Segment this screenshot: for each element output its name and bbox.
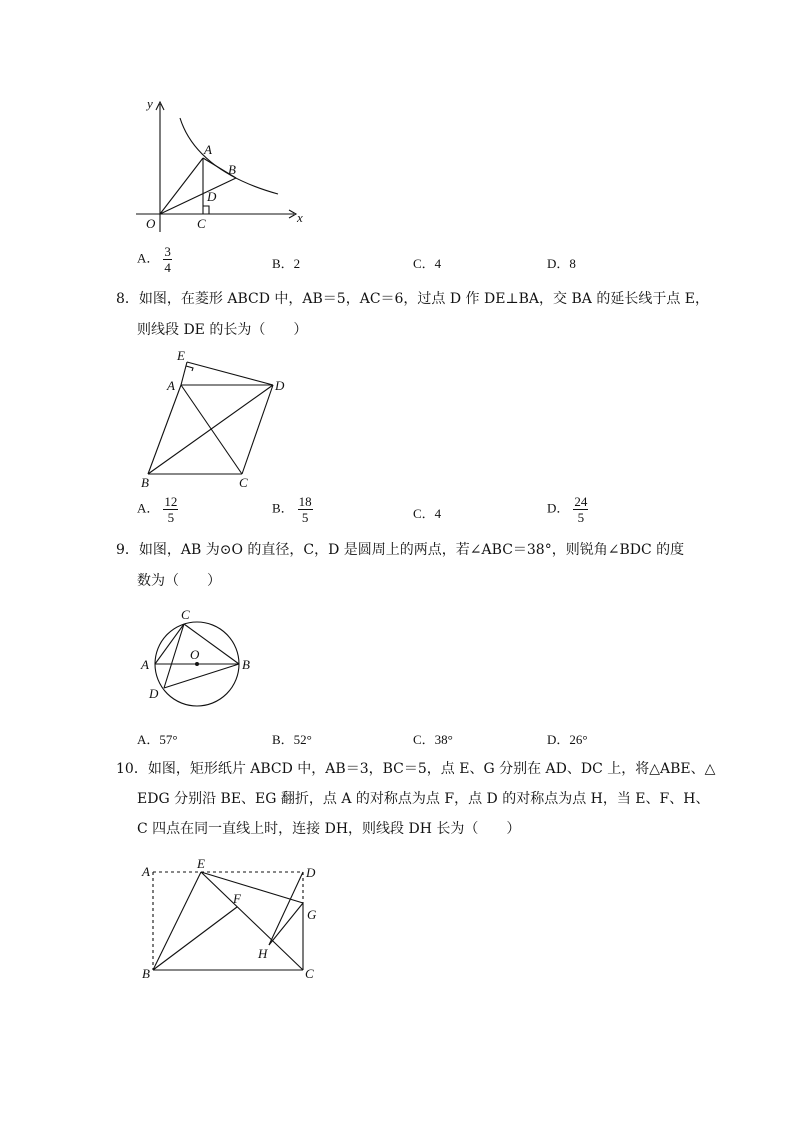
- label-y: y: [147, 96, 153, 111]
- label-D: D: [149, 686, 159, 701]
- chord-CD: [164, 624, 184, 688]
- hyperbola-curve: [180, 118, 278, 194]
- label-C: C: [181, 607, 190, 622]
- q7-option-b[interactable]: B．2: [272, 256, 301, 271]
- q10-stem-line2: EDG 分别沿 BE、EG 翻折，点 A 的对称点为点 F，点 D 的对称点为点 H，当 E、F、H、: [137, 791, 710, 807]
- label-C: C: [305, 966, 314, 981]
- label-O: O: [190, 647, 200, 662]
- q7-option-a[interactable]: A． $\frac{3}{4}$: [137, 244, 171, 275]
- q8-option-b[interactable]: B． $\frac{18}{5}$: [272, 494, 312, 525]
- segment-OB: [160, 178, 236, 214]
- right-angle-mark: [186, 366, 193, 371]
- q9-stem-line1: 9．如图，AB 为⊙O 的直径，C，D 是圆周上的两点，若∠ABC＝38°，则锐角∠BDC 的度: [116, 542, 685, 558]
- center-point: [195, 662, 199, 666]
- right-angle-mark: [203, 206, 209, 214]
- label-F: F: [233, 891, 241, 906]
- segment-BF: [153, 907, 237, 970]
- q10-stem-line1: 10．如图，矩形纸片 ABCD 中，AB＝3，BC＝5，点 E、G 分别在 AD、DC 上，将△ABE、△: [116, 761, 716, 777]
- label-D: D: [275, 378, 285, 393]
- label-C: C: [197, 216, 206, 231]
- line-ECFH: [201, 872, 303, 970]
- extension-AE: [181, 362, 187, 385]
- chord-DB: [164, 664, 239, 688]
- label-A: A: [204, 142, 212, 157]
- label-C: C: [239, 475, 248, 490]
- q8-figure: [136, 345, 296, 490]
- fraction: $\frac{24}{5}$: [574, 494, 588, 525]
- label-D: D: [207, 189, 217, 204]
- q8-option-a[interactable]: A． $\frac{12}{5}$: [137, 494, 178, 525]
- fold-EG: [201, 872, 303, 903]
- label-E: E: [177, 348, 185, 363]
- label-x: x: [297, 210, 303, 225]
- q10-figure: [136, 855, 326, 985]
- label-B: B: [242, 657, 250, 672]
- q10-stem-line3: C 四点在同一直线上时，连接 DH，则线段 DH 长为（ ）: [137, 821, 521, 837]
- fraction: $\frac{18}{5}$: [298, 494, 312, 525]
- q8-option-d[interactable]: D． $\frac{24}{5}$: [547, 494, 588, 525]
- side-CD: [242, 385, 273, 474]
- label-D: D: [306, 865, 316, 880]
- fraction: $\frac{3}{4}$: [164, 244, 171, 275]
- side-BA: [148, 385, 181, 474]
- fold-BE: [153, 872, 201, 970]
- q9-option-c[interactable]: C．38°: [413, 732, 453, 747]
- label-G: G: [307, 907, 317, 922]
- q8-stem-line2: 则线段 DE 的长为（ ）: [137, 322, 308, 338]
- q9-option-b[interactable]: B．52°: [272, 732, 312, 747]
- segment-OA: [160, 158, 203, 214]
- q7-figure: [130, 96, 310, 236]
- diagonal-AC: [181, 385, 242, 474]
- label-E: E: [197, 856, 205, 871]
- q9-figure: [136, 602, 261, 714]
- label-B: B: [142, 966, 150, 981]
- q8-option-c[interactable]: C．4: [413, 506, 442, 521]
- q9-stem-line2: 数为（ ）: [137, 573, 221, 589]
- q7-option-c[interactable]: C．4: [413, 256, 442, 271]
- diagonal-BD: [148, 385, 273, 474]
- q7-option-d[interactable]: D．8: [547, 256, 576, 271]
- label-A: A: [141, 657, 149, 672]
- q9-option-d[interactable]: D．26°: [547, 732, 588, 747]
- label-B: B: [228, 162, 236, 177]
- chord-AC: [155, 624, 184, 664]
- label-A: A: [142, 864, 150, 879]
- q9-option-a[interactable]: A．57°: [137, 732, 178, 747]
- fraction: $\frac{12}{5}$: [164, 494, 178, 525]
- label-H: H: [258, 946, 268, 961]
- segment-ED: [187, 362, 273, 385]
- label-O: O: [146, 216, 156, 231]
- label-A: A: [167, 378, 175, 393]
- label-B: B: [141, 475, 149, 490]
- q8-stem-line1: 8．如图，在菱形 ABCD 中，AB＝5，AC＝6，过点 D 作 DE⊥BA，交 BA 的延长线于点 E，: [116, 291, 709, 307]
